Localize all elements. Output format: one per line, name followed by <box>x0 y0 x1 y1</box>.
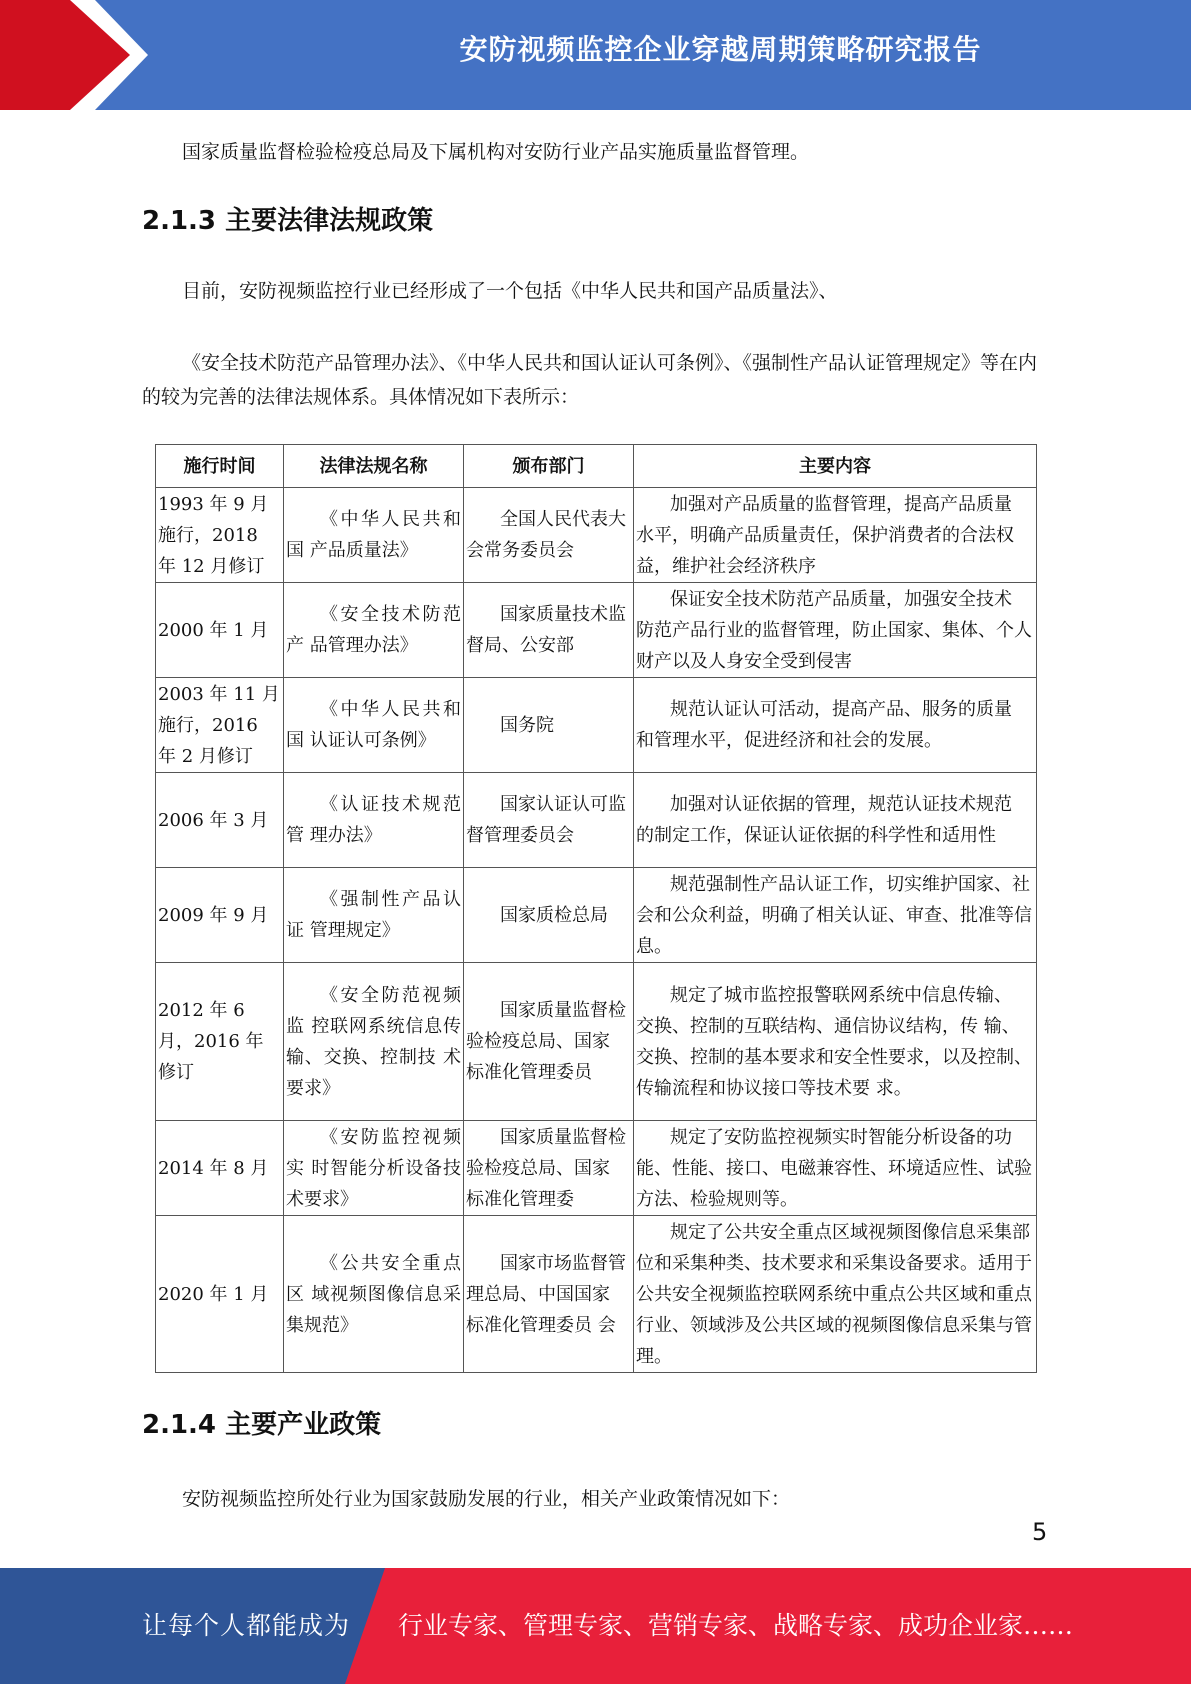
section-2-1-3-paragraph-2: 《安全技术防范产品管理办法》、《中华人民共和国认证认可条例》、《强制性产品认证管理规定》等在内的较为完善的法律法规体系。具体情况如下表所示： <box>142 352 1038 408</box>
table-cell-law-name: 《强制性产品认证 管理规定》 <box>284 868 464 963</box>
table-row <box>156 963 1037 1121</box>
table-cell-content: 加强对产品质量的监督管理，提高产品质量 水平，明确产品质量责任，保护消费者的合法权益，维护社会经济秩序 <box>634 488 1037 583</box>
table-cell-department: 国家市场监督管 理总局、中国国家 标准化管理委员 会 <box>464 1216 634 1373</box>
section-2-1-4-paragraph-1: 安防视频监控所处行业为国家鼓励发展的行业，相关产业政策情况如下： <box>182 1488 791 1510</box>
column-header-content: 主要内容 <box>634 445 1037 488</box>
column-header-law-name: 法律法规名称 <box>284 445 464 488</box>
table-cell-department: 国家质量技术监 督局、公安部 <box>464 583 634 678</box>
table-row <box>156 1216 1037 1373</box>
table-row <box>156 773 1037 868</box>
footer-slogan-right: 行业专家、管理专家、营销专家、战略专家、成功企业家…… <box>398 1611 1074 1640</box>
report-title: 安防视频监控企业穿越周期策略研究报告 <box>459 33 982 66</box>
table-cell-content: 规定了安防监控视频实时智能分析设备的功能、性能、接口、电磁兼容性、环境适应性、试验方法、检验规则等。 <box>634 1121 1037 1216</box>
column-header-date: 施行时间 <box>156 445 284 488</box>
table-cell-content: 加强对认证依据的管理，规范认证技术规范 的制定工作，保证认证依据的科学性和适用性 <box>634 773 1037 868</box>
table-cell-law-name: 《认证技术规范管 理办法》 <box>284 773 464 868</box>
table-row <box>156 868 1037 963</box>
table-cell-department: 国家质量监督检 验检疫总局、国家 标准化管理委员 <box>464 963 634 1121</box>
table-cell-date: 2003 年 11 月施行，2016 年 2 月修订 <box>156 678 284 773</box>
column-header-department: 颁布部门 <box>464 445 634 488</box>
table-cell-law-name: 《中华人民共和国 认证认可条例》 <box>284 678 464 773</box>
table-cell-department: 国家质检总局 <box>464 868 634 963</box>
table-cell-date: 2009 年 9 月 <box>156 868 284 963</box>
table-cell-date: 2014 年 8 月 <box>156 1121 284 1216</box>
table-cell-law-name: 《安全技术防范产 品管理办法》 <box>284 583 464 678</box>
table-cell-date: 2012 年 6 月，2016 年修订 <box>156 963 284 1121</box>
table-cell-law-name: 《安全防范视频监 控联网系统信息传 输、交换、控制技 术要求》 <box>284 963 464 1121</box>
table-cell-content: 规定了城市监控报警联网系统中信息传输、 交换、控制的互联结构、通信协议结构，传 输、交换、控制的基本要求和安全性要求，以及控制、传输流程和协议接口等技术要 求。 <box>634 963 1037 1121</box>
table-header-row <box>156 445 1037 488</box>
page-footer <box>0 1568 1191 1684</box>
section-heading-2-1-3: 2.1.3 主要法律法规政策 <box>142 206 434 236</box>
page-header <box>0 0 1191 110</box>
section-2-1-3-paragraph-1: 目前，安防视频监控行业已经形成了一个包括《中华人民共和国产品质量法》、 <box>182 280 838 302</box>
table-cell-department: 全国人民代表大 会常务委员会 <box>464 488 634 583</box>
table-cell-date: 1993 年 9 月施行，2018 年 12 月修订 <box>156 488 284 583</box>
table-row <box>156 583 1037 678</box>
table-cell-law-name: 《中华人民共和国 产品质量法》 <box>284 488 464 583</box>
header-arrow-icon <box>0 0 160 110</box>
table-row <box>156 678 1037 773</box>
table-cell-content: 保证安全技术防范产品质量，加强安全技术 防范产品行业的监督管理，防止国家、集体、个人财产以及人身安全受到侵害 <box>634 583 1037 678</box>
regulations-table <box>155 444 1036 1373</box>
table-cell-department: 国家质量监督检 验检疫总局、国家 标准化管理委 <box>464 1121 634 1216</box>
table-cell-department: 国家认证认可监 督管理委员会 <box>464 773 634 868</box>
table-cell-content: 规范认证认可活动，提高产品、服务的质量 和管理水平，促进经济和社会的发展。 <box>634 678 1037 773</box>
table-cell-department: 国务院 <box>464 678 634 773</box>
section-heading-2-1-4: 2.1.4 主要产业政策 <box>142 1410 382 1440</box>
intro-paragraph: 国家质量监督检验检疫总局及下属机构对安防行业产品实施质量监督管理。 <box>182 141 810 163</box>
table-row <box>156 488 1037 583</box>
table-cell-law-name: 《公共安全重点区 域视频图像信息采 集规范》 <box>284 1216 464 1373</box>
table-cell-law-name: 《安防监控视频实 时智能分析设备技 术要求》 <box>284 1121 464 1216</box>
table-cell-date: 2000 年 1 月 <box>156 583 284 678</box>
table-cell-content: 规范强制性产品认证工作，切实维护国家、社会和公众利益，明确了相关认证、审查、批准等信息。 <box>634 868 1037 963</box>
table-cell-date: 2006 年 3 月 <box>156 773 284 868</box>
table-row <box>156 1121 1037 1216</box>
footer-slogan-left: 让每个人都能成为 <box>142 1611 351 1640</box>
page-number: 5 <box>1032 1518 1048 1546</box>
table-cell-content: 规定了公共安全重点区域视频图像信息采集部位和采集种类、技术要求和采集设备要求。适用于公共安全视频监控联网系统中重点公共区域和重点行业、领域涉及公共区域的视频图像信息采集与管理。 <box>634 1216 1037 1373</box>
table-cell-date: 2020 年 1 月 <box>156 1216 284 1373</box>
